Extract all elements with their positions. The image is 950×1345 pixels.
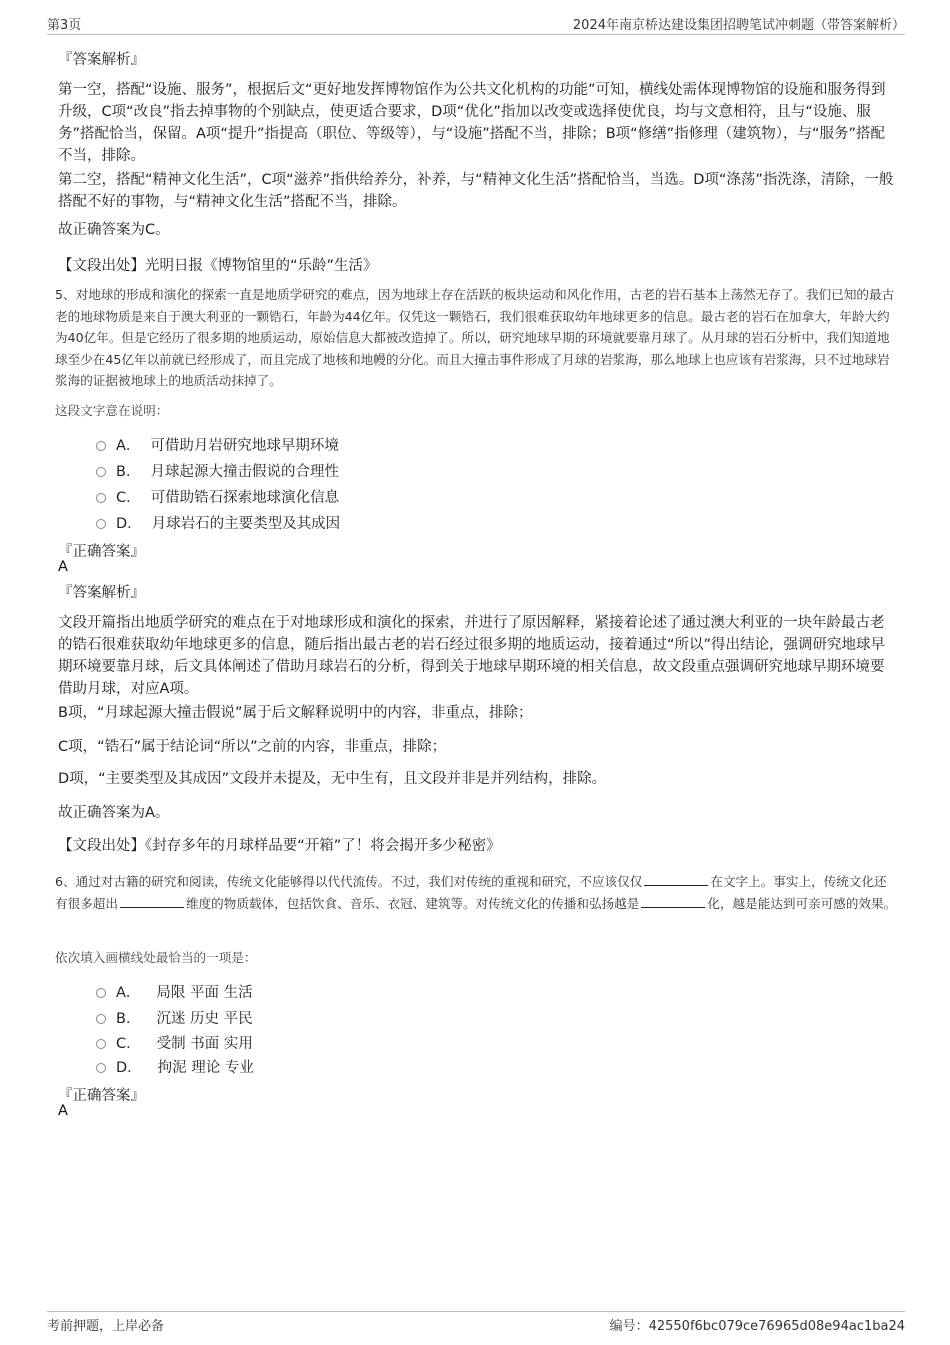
analysis-paragraph: B项，“月球起源大撞击假说”属于后文解释说明中的内容，非重点，排除； — [58, 705, 533, 721]
option-key: B． — [116, 464, 141, 480]
fill-blank — [641, 894, 705, 908]
source-citation: 【文段出处】光明日报《博物馆里的“乐龄”生活》 — [58, 258, 378, 274]
analysis-paragraph: D项，“主要类型及其成因”文段并未提及，无中生有，且文段并非是并列结构，排除。 — [58, 771, 607, 787]
page-footer — [47, 1311, 905, 1334]
radio-icon[interactable] — [96, 1039, 106, 1049]
option-text: 可借助锆石探索地球演化信息 — [150, 490, 340, 506]
question-prompt: 依次填入画横线处最恰当的一项是： — [55, 950, 257, 965]
fill-blank — [644, 872, 708, 886]
analysis-paragraph: 第二空，搭配“精神文化生活”，C项“滋养”指供给养分，补养，与“精神文化生活”搭配恰当，当选。D项“涤荡”指洗涤，清除，一般搭配不好的事物，与“精神文化生活”搭配不当，排除。 — [58, 172, 894, 210]
correct-answer-label: 『正确答案』 — [58, 1088, 145, 1104]
option-key: D． — [116, 1060, 142, 1076]
stem-text: 化，越是能达到可亲可感的效果。 — [707, 895, 897, 911]
question-prompt: 这段文字意在说明： — [55, 403, 169, 418]
option-text: 可借助月岩研究地球早期环境 — [150, 438, 339, 454]
option-a[interactable] — [96, 434, 339, 455]
option-text: 月球岩石的主要类型及其成因 — [151, 516, 341, 532]
correct-answer-label: 『正确答案』 — [58, 544, 145, 560]
option-b[interactable] — [96, 1007, 253, 1028]
page-number: 第3页 — [47, 18, 82, 33]
radio-icon[interactable] — [96, 1063, 106, 1073]
option-c[interactable] — [96, 486, 339, 507]
correct-answer: A — [58, 1103, 68, 1119]
option-key: D． — [116, 516, 142, 532]
option-d[interactable] — [96, 1056, 254, 1077]
option-a[interactable] — [96, 981, 253, 1002]
question-stem: 5、对地球的形成和演化的探索一直是地质学研究的难点，因为地球上存在活跃的板块运动和风化作用，古老的岩石基本上荡然无存了。我们已知的最古老的地球物质是来自于澳大利亚的一颗锆石，年龄为44亿年。仅凭这一颗锆石，我们很难获取幼年地球更多的信息。最古老的岩石在加拿大，年龄大约为40亿年。但是它经历了很多期的地质运动，原始信息大都被改造掉了。所以，研究地球早期的环境就要靠月球了。从月球的岩石分析中，我们知道地球至少在45亿年以前就已经形成了，而且完成了地核和地幔的分化。而且大撞击事件形成了月球的岩浆海，那么地球上也应该有岩浆海，只不过地球岩浆海的证据被地球上的地质活动抹掉了。 — [55, 287, 895, 388]
stem-text: 6、通过对古籍的研究和阅读，传统文化能够得以代代流传。不过，我们对传统的重视和研究，不应该仅仅 — [55, 874, 643, 889]
analysis-paragraph: 第一空，搭配“设施、服务”，根据后文“更好地发挥博物馆作为公共文化机构的功能”可知，横线处需体现博物馆的设施和服务得到升级，C项“改良”指去掉事物的个别缺点，使更适合要求，D项“优化”指加以改变或选择使优良，均与文意相符，且与“设施、服务”搭配恰当，保留。A项“提升”指提高（职位、等级等），与“设施”搭配不当，排除；B项“修缮”指修理（建筑物），与“服务”搭配不当，排除。 — [58, 82, 886, 164]
radio-icon[interactable] — [96, 519, 106, 529]
analysis-paragraph: C项，“锆石”属于结论词“所以”之前的内容，非重点，排除； — [58, 739, 447, 755]
option-text: 月球起源大撞击假说的合理性 — [150, 464, 339, 480]
analysis-label: 『答案解析』 — [58, 52, 145, 68]
analysis-conclusion: 故正确答案为A。 — [58, 805, 170, 821]
stem-text: 维度的物质载体，包括饮食、音乐、衣冠、建筑等。对传统文化的传播和弘扬越是 — [185, 895, 640, 911]
document-code: 编号：42550f6bc079ce76965d08e94ac1ba24 — [609, 1319, 905, 1334]
document-title: 2024年南京桥达建设集团招聘笔试冲刺题（带答案解析） — [572, 18, 905, 33]
analysis-paragraph: 文段开篇指出地质学研究的难点在于对地球形成和演化的探索，并进行了原因解释，紧接着论述了通过澳大利亚的一块年龄最古老的锆石很难获取幼年地球更多的信息，随后指出最古老的岩石经过很多期的地质运动，接着通过“所以”得出结论，强调研究地球早期环境要靠月球，后文具体阐述了借助月球岩石的分析，得到关于地球早期环境的相关信息，故文段重点强调研究地球早期环境要借助月球，对应A项。 — [58, 615, 886, 697]
radio-icon[interactable] — [96, 988, 106, 998]
radio-icon[interactable] — [96, 467, 106, 477]
fill-blank — [120, 894, 184, 908]
option-key: B． — [116, 1011, 141, 1027]
option-text: 沉迷 历史 平民 — [156, 1011, 253, 1027]
source-citation: 【文段出处】《封存多年的月球样品要“开箱”了！将会揭开多少秘密》 — [58, 838, 501, 854]
option-b[interactable] — [96, 460, 339, 481]
option-key: A． — [116, 985, 141, 1001]
stem-text: 在文字上。事实上，传统文化还有很多超出 — [55, 874, 887, 911]
option-text: 拘泥 理论 专业 — [157, 1060, 254, 1076]
option-key: A． — [116, 438, 141, 454]
option-key: C． — [116, 490, 141, 506]
radio-icon[interactable] — [96, 493, 106, 503]
correct-answer: A — [58, 559, 68, 575]
option-key: C． — [116, 1036, 141, 1052]
option-text: 受制 书面 实用 — [156, 1036, 253, 1052]
option-c[interactable] — [96, 1032, 253, 1053]
radio-icon[interactable] — [96, 1014, 106, 1024]
option-d[interactable] — [96, 512, 340, 533]
radio-icon[interactable] — [96, 441, 106, 451]
question-stem — [55, 871, 898, 914]
option-text: 局限 平面 生活 — [156, 985, 253, 1001]
analysis-label: 『答案解析』 — [58, 585, 145, 601]
page-header — [47, 14, 905, 35]
footer-slogan: 考前押题，上岸必备 — [47, 1319, 165, 1334]
analysis-conclusion: 故正确答案为C。 — [58, 222, 170, 238]
